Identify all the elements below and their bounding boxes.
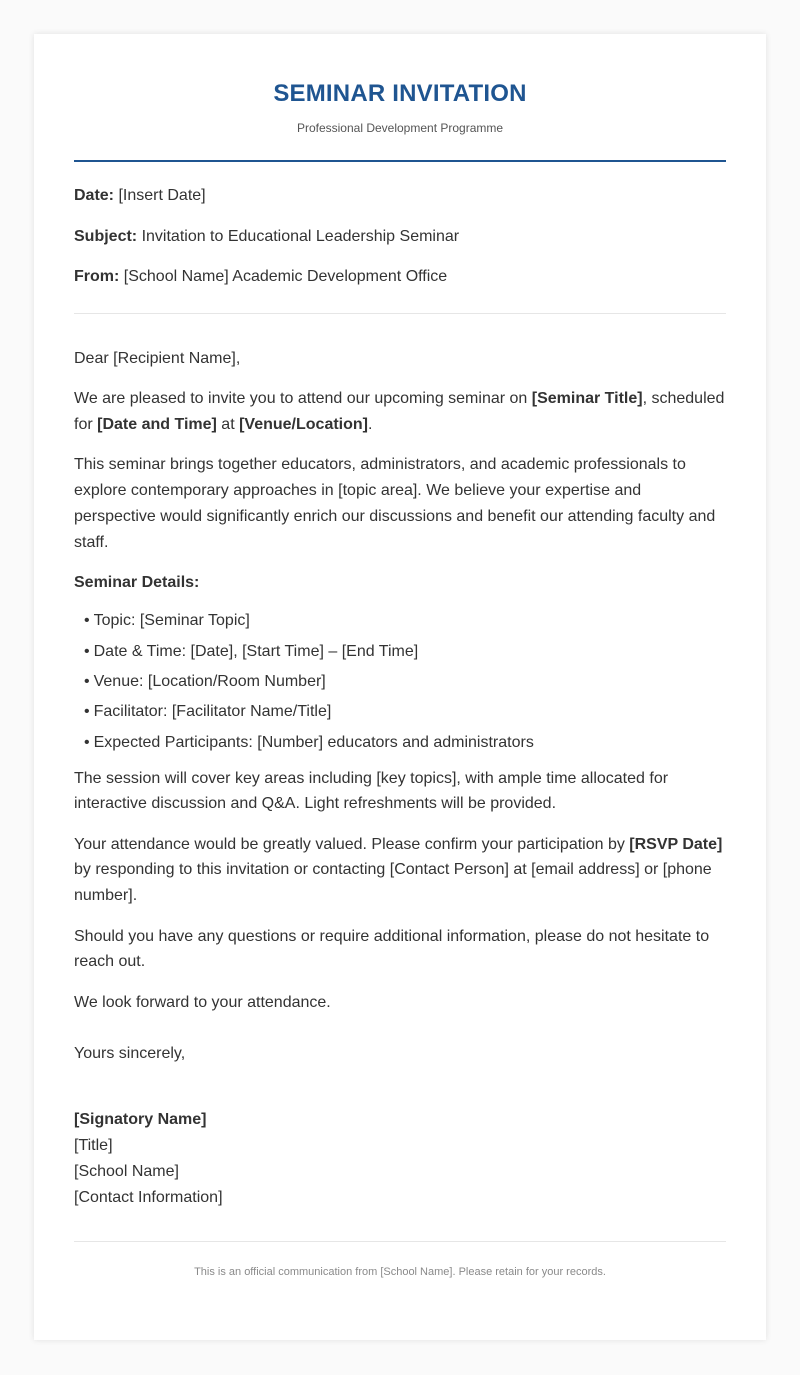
salutation: Dear [Recipient Name], <box>74 350 241 367</box>
page-title: SEMINAR INVITATION <box>273 80 527 107</box>
text-span: , scheduled for <box>74 390 725 434</box>
rsvp-date-placeholder: [RSVP Date] <box>629 835 723 853</box>
text-span: at <box>216 416 240 434</box>
letter-body <box>74 346 726 1211</box>
text-span: Your attendance would be greatly valued. Please confirm your participation by <box>74 835 630 853</box>
signatory-name: [Signatory Name] <box>74 1111 207 1129</box>
meta-from-value: [School Name] Academic Development Office <box>119 268 448 285</box>
meta-subject-label: Subject: <box>74 227 138 245</box>
paragraph-rsvp <box>74 832 726 909</box>
list-item <box>84 610 726 632</box>
text-span: by responding to this invitation or contacting [Contact Person] at [email address] or [phone number]. <box>74 861 712 905</box>
list-item-text: Expected Participants: [Number] educators and administrators <box>93 733 534 751</box>
list-item <box>84 641 726 663</box>
footer-divider <box>74 1241 726 1242</box>
meta-divider <box>74 313 726 314</box>
meta-subject-value: Invitation to Educational Leadership Seminar <box>137 227 460 245</box>
paragraph-questions: Should you have any questions or require additional information, please do not hesitate to reach out. <box>74 927 710 971</box>
header-divider <box>74 160 726 162</box>
list-item-text: Venue: [Location/Room Number] <box>93 672 326 690</box>
list-item-text: Date & Time: [Date], [Start Time] – [End Time] <box>93 642 419 660</box>
seminar-title-placeholder: [Seminar Title] <box>531 390 643 408</box>
bullet-icon: • <box>84 642 90 660</box>
bullet-icon: • <box>84 733 90 751</box>
paragraph-overview: This seminar brings together educators, administrators, and academic professionals to explore contemporary approaches in [topic area]. We believe your expertise and perspective would significantly enrich our discussions and benefit our attending faculty and staff. <box>74 456 716 551</box>
list-item <box>84 671 726 693</box>
meta-subject <box>74 226 726 248</box>
list-item <box>84 732 726 754</box>
paragraph-invitation <box>74 386 726 438</box>
details-heading: Seminar Details: <box>74 574 200 592</box>
meta-date-value: [Insert Date] <box>114 187 206 204</box>
invitation-letter <box>34 34 766 1340</box>
signature-block <box>74 1107 726 1210</box>
signatory-school: [School Name] <box>74 1163 179 1181</box>
list-item <box>84 701 726 723</box>
letter-meta <box>74 185 726 288</box>
signatory-title: [Title] <box>74 1137 113 1155</box>
venue-placeholder: [Venue/Location] <box>239 416 368 434</box>
list-item-text: Topic: [Seminar Topic] <box>93 612 250 630</box>
list-item-text: Facilitator: [Facilitator Name/Title] <box>93 703 332 721</box>
details-list <box>74 610 726 753</box>
text-span: We are pleased to invite you to attend our upcoming seminar on <box>74 390 532 408</box>
meta-date-label: Date: <box>74 187 115 204</box>
footer-note: This is an official communication from [School Name]. Please retain for your records. <box>194 1265 606 1278</box>
paragraph-session: The session will cover key areas including [key topics], with ample time allocated for interactive discussion and Q&A. Light refreshments will be provided. <box>74 769 669 813</box>
text-span: . <box>368 416 373 434</box>
bullet-icon: • <box>84 612 90 630</box>
meta-date <box>74 185 726 207</box>
signatory-contact: [Contact Information] <box>74 1188 223 1206</box>
meta-from <box>74 266 726 288</box>
paragraph-look-forward: We look forward to your attendance. <box>74 993 331 1011</box>
bullet-icon: • <box>84 703 90 721</box>
bullet-icon: • <box>84 672 90 690</box>
meta-from-label: From: <box>74 268 120 285</box>
page-subtitle: Professional Development Programme <box>296 121 504 135</box>
closing: Yours sincerely, <box>74 1045 186 1063</box>
date-time-placeholder: [Date and Time] <box>97 416 217 434</box>
